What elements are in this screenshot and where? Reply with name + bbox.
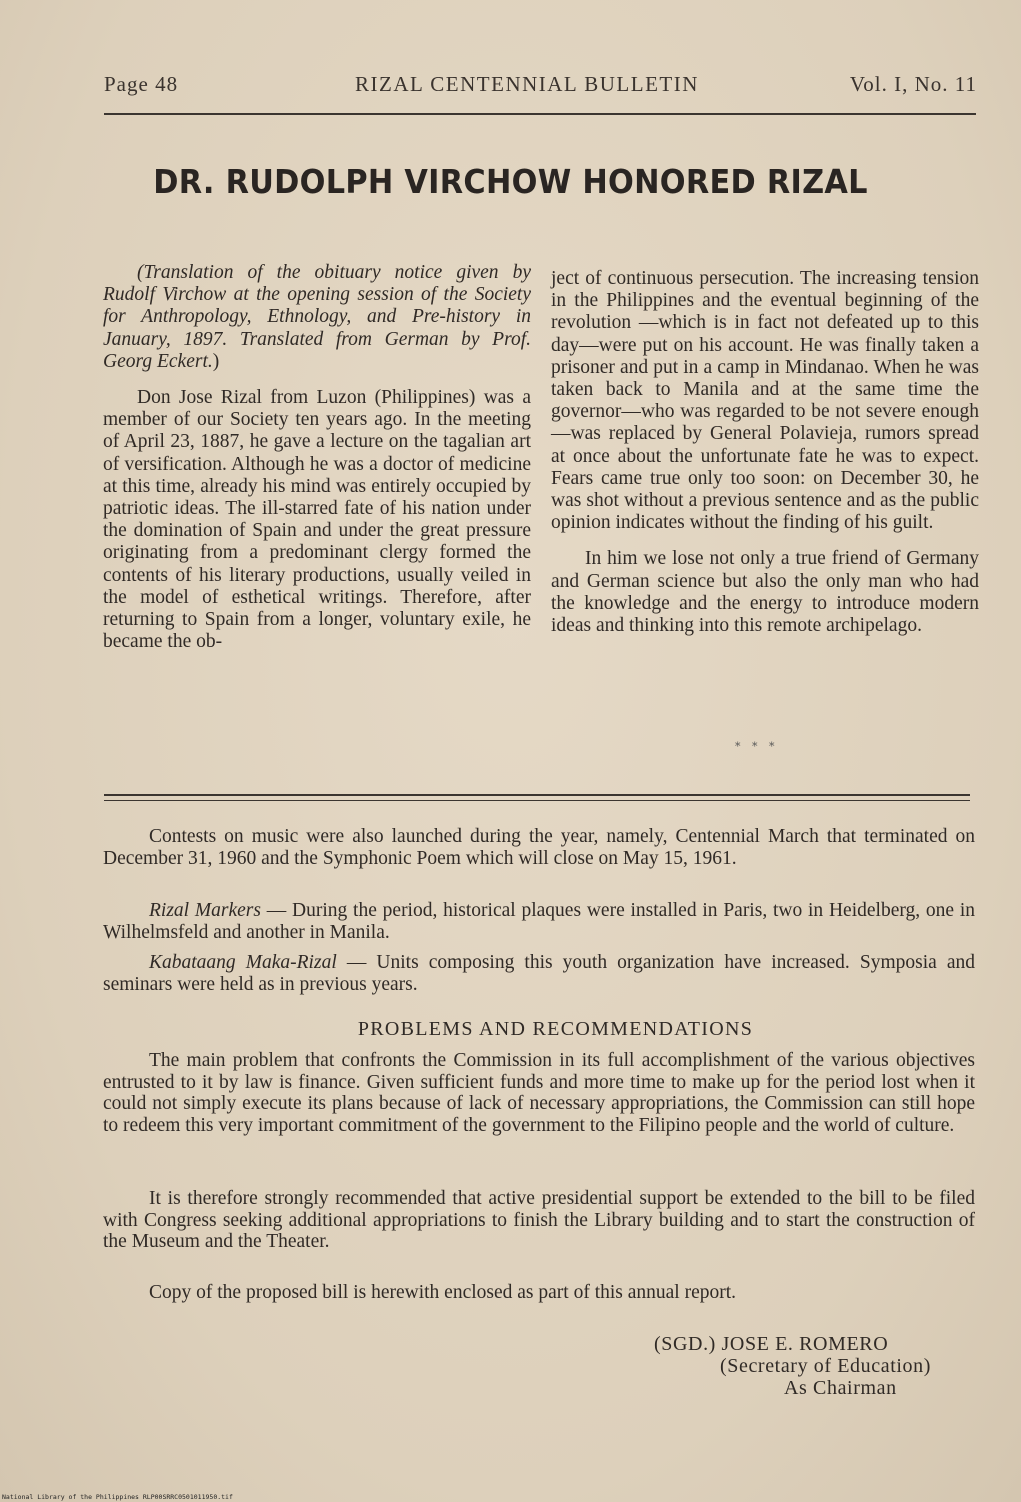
article-left-column [103, 262, 531, 653]
article-title: DR. RUDOLPH VIRCHOW HONORED RIZAL [153, 162, 868, 201]
end-mark: * * * [735, 740, 779, 753]
obituary-paragraph-2: In him we lose not only a true friend of Germany and German science but also the only man who had the knowledge and the energy to introduce modern ideas and thinking into this remote archipelago. [551, 548, 979, 637]
section-heading: PROBLEMS AND RECOMMENDATIONS [357, 1018, 754, 1040]
problem-paragraph [103, 1050, 975, 1136]
kabataang-label: Kabataang Maka-Rizal [149, 952, 337, 973]
kabataang-paragraph [103, 952, 975, 995]
signature-name: (SGD.) JOSE E. ROMERO [654, 1333, 889, 1355]
publication-title: RIZAL CENTENNIAL BULLETIN [355, 72, 699, 96]
copy-note-paragraph [103, 1282, 975, 1304]
obituary-paragraph-1: Don Jose Rizal from Luzon (Philippines) was a member of our Society ten years ago. In the meeting of April 23, 1887, he gave a lecture on the tagalian art of versification. Although he was a doctor of medicine at this time, already his mind was entirely occupied by patriotic ideas. The ill-starred fate of his nation under the domination of Spain and under the great pressure originating from a predominant clergy formed the contents of his literary productions, usually veiled in the model of esthetical writings. Therefore, after returning to Spain from a longer, voluntary exile, he became the ob- [103, 387, 531, 653]
section-divider-bottom [104, 800, 970, 801]
translator-credit: Translated from German by Prof. Georg Eckert. [103, 328, 532, 372]
markers-paragraph [103, 900, 975, 943]
contests-paragraph [103, 826, 975, 869]
copy-note-text: Copy of the proposed bill is herewith enclosed as part of this annual report. [149, 1282, 737, 1303]
translation-note [103, 262, 531, 373]
article-right-column [551, 268, 979, 637]
page-number: Page 48 [104, 72, 179, 96]
volume-issue: Vol. I, No. 11 [849, 72, 977, 96]
section-divider-top [104, 794, 970, 796]
problem-text: The main problem that confronts the Commission in its full accomplishment of the various objectives entrusted to it by law is finance. Given sufficient funds and more time to make up for the period lost when it could not simply execute its plans because of lack of necessary appropriations, the Commission can still hope to redeem this very important commitment of the government to the Filipino people and the world of culture. [103, 1050, 975, 1136]
kabataang-text: — Units composing this youth organization have increased. Symposia and seminars were held as in previous years. [103, 952, 976, 995]
translation-note-close: ) [212, 350, 220, 372]
markers-text: — During the period, historical plaques were installed in Paris, two in Heidelberg, one in Wilhelmsfeld and another in Manila. [103, 900, 976, 943]
scan-footer: National Library of the Philippines RLP00SRRC0501011950.tif [2, 1493, 233, 1501]
contests-text: Contests on music were also launched during the year, namely, Centennial March that terminated on December 31, 1960 and the Symphonic Poem which will close on May 15, 1961. [103, 826, 975, 869]
recommendation-text: It is therefore strongly recommended that active presidential support be extended to the bill to be filed with Congress seeking additional appropriations to finish the Library building and to start the construction of the Museum and the Theater. [103, 1188, 975, 1252]
header-rule [104, 113, 976, 115]
obituary-paragraph-1-continued: ject of continuous persecution. The increasing tension in the Philippines and the eventual beginning of the revolution —which is in fact not defeated up to this day—were put on his account. He was finally taken a prisoner and put in a camp in Mindanao. When he was taken back to Manila and at the same time the governor—who was regarded to be not severe enough—was replaced by General Polavieja, rumors spread at once about the unfortunate fate he was to expect. Fears came true only too soon: on December 30, he was shot without a previous sentence and as the public opinion indicates without the finding of his guilt. [551, 268, 979, 534]
signature-title: (Secretary of Education) [720, 1355, 931, 1377]
translation-note-text: (Translation of the obituary notice given by Rudolf Virchow at the opening session of the Society for Anthropology, Ethnology, and Pre-history in January, 1897. [103, 262, 531, 350]
markers-label: Rizal Markers [149, 900, 261, 921]
recommendation-paragraph [103, 1188, 975, 1253]
signature-role: As Chairman [784, 1377, 897, 1399]
